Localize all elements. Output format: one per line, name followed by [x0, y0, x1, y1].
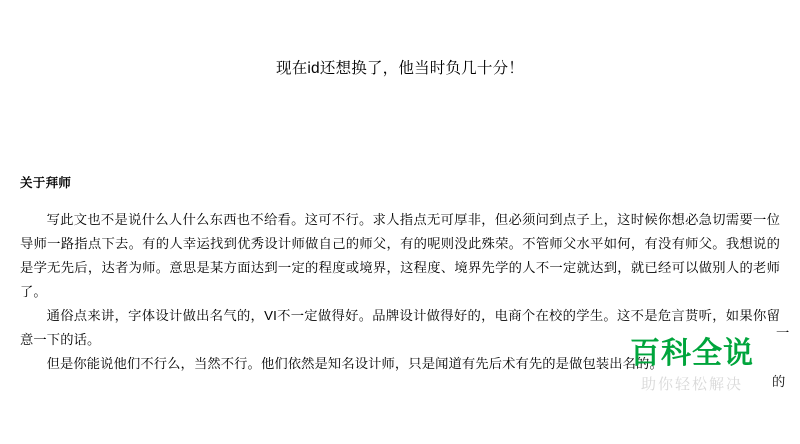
watermark-logo — [592, 337, 792, 395]
watermark-main-text: 百科全说 — [630, 337, 754, 370]
section-heading: 关于拜师 — [20, 176, 72, 190]
paragraph: 写此文也不是说什么人什么东西也不给看。这可不行。求人指点无可厚非，但必须问到点子上，这时候你想必急切需要一位导师一路指点下去。有的人幸运找到优秀设计师做自己的师父，有的呢则没此殊荣。不管师父水平如何，有没有师父。我想说的是学无先后，达者为师。意思是某方面达到一定的程度或境界，这程度、境界先学的人不一定就达到，就已经可以做别人的老师了。 — [20, 212, 780, 299]
top-note-line: 现在id还想换了，他当时负几十分！ — [276, 60, 524, 77]
edge-fragment-de: 的 — [772, 374, 786, 389]
paragraph: 但是你能说他们不行么，当然不行。他们依然是知名设计师，只是闻道有先后术有先的是做包装出名的。 — [46, 356, 663, 371]
paragraph: 通俗点来讲，字体设计做出名气的，VI不一定做得好。品牌设计做得好的，电商个在校的学生。这不是危言贳听，如果你留意一下的话。 — [20, 308, 780, 347]
edge-fragment-dash: 一 — [776, 325, 790, 340]
watermark-sub-text: 助你轻松解决 — [640, 376, 743, 393]
